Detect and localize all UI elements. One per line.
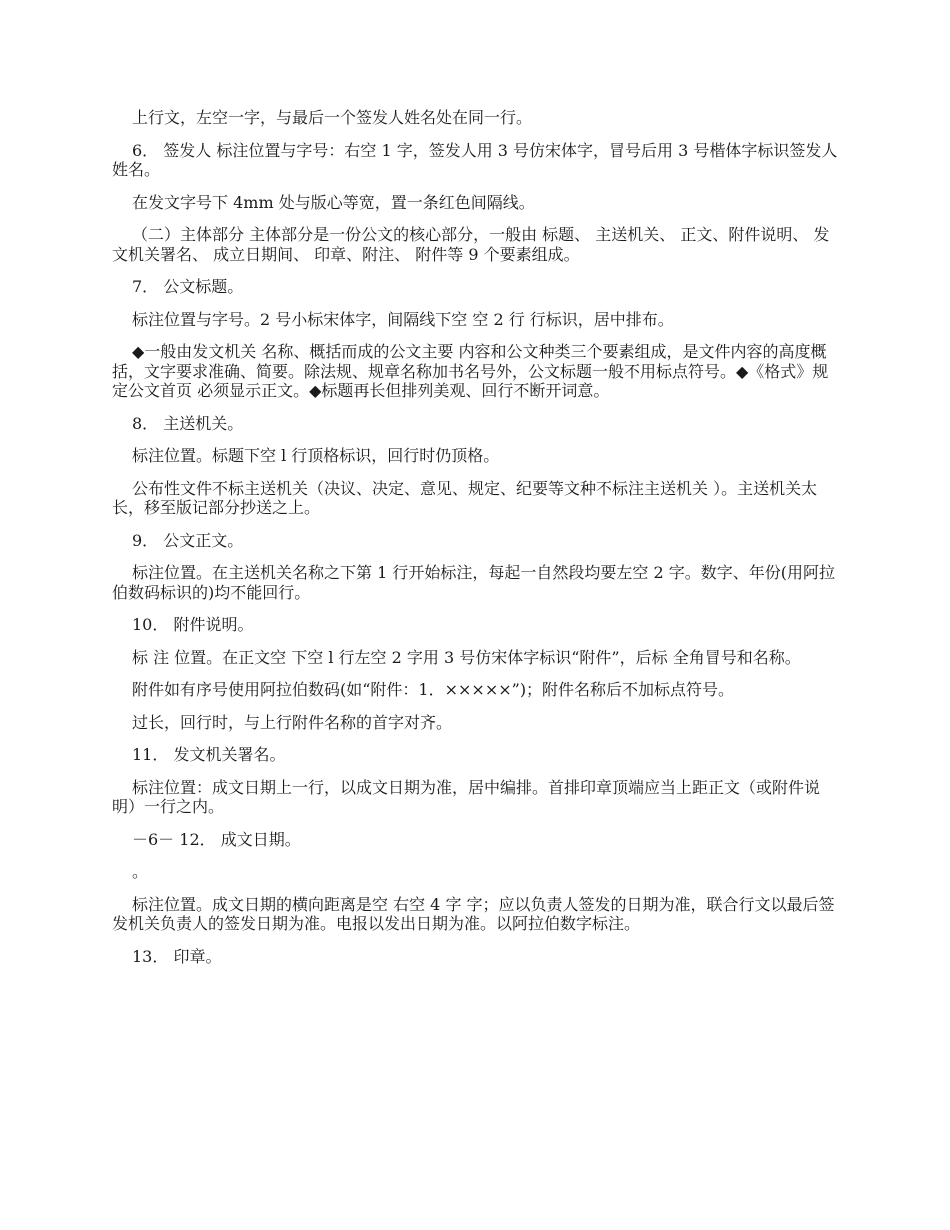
paragraph-11: 9． 公文正文。 — [132, 530, 244, 550]
paragraph-14: 标 注 位置。在正文空 下空 l 行左空 2 字用 3 号仿宋体字标识“附件”，后标 全角冒号和名称。 — [132, 647, 801, 667]
document-page — [112, 108, 842, 979]
paragraph-21: 标注位置。成文日期的横向距离是空 右空 4 字 字；应以负责人签发的日期为准，联合行文以最后签发机关负责人的签发日期为准。电报以发出日期为准。以阿拉伯数字标注。 — [112, 894, 835, 933]
paragraph-18: 标注位置：成文日期上一行，以成文日期为准，居中编排。首排印章顶端应当上距正文（或附件说明）一行之内。 — [112, 777, 821, 816]
paragraph-16: 过长，回行时，与上行附件名称的首字对齐。 — [132, 712, 453, 732]
paragraph-8: 8． 主送机关。 — [132, 413, 244, 433]
paragraph-2: 6． 签发人 标注位置与字号：右空 1 字，签发人用 3 号仿宋体字，冒号后用 3 号楷体字标识签发人姓名。 — [112, 140, 838, 179]
paragraph-19: －6－ 12． 成文日期。 — [132, 829, 301, 849]
paragraph-13: 10． 附件说明。 — [132, 615, 254, 634]
paragraph-4: （二）主体部分 主体部分是一份公文的核心部分，一般由 标题、 主送机关、 正文、附件说明、 发文机关署名、 成立日期间、 印章、附注、 附件等 9 个要素组成。 — [112, 225, 830, 264]
paragraph-6: 标注位置与字号。2 号小标宋体字，间隔线下空 空 2 行 行标识，居中排布。 — [132, 309, 674, 329]
paragraph-10: 公布性文件不标主送机关（决议、决定、意见、规定、纪要等文种不标注主送机关 ）。主送机关太长，移至版记部分抄送之上。 — [112, 478, 818, 517]
paragraph-5: 7． 公文标题。 — [132, 277, 244, 296]
paragraph-12: 标注位置。在主送机关名称之下第 1 行开始标注，每起一自然段均要左空 2 字。数字、年份(用阿拉伯数码标识的)均不能回行。 — [112, 563, 835, 602]
paragraph-20: 。 — [132, 862, 149, 881]
paragraph-15: 附件如有序号使用阿拉伯数码(如“附件：1．×××××”)；附件名称后不加标点符号。 — [132, 680, 735, 699]
paragraph-1: 上行文，左空一字，与最后一个签发人姓名处在同一行。 — [132, 108, 533, 127]
paragraph-3: 在发文字号下 4mm 处与版心等宽，置一条红色间隔线。 — [132, 192, 535, 212]
paragraph-7: ◆一般由发文机关 名称、概括而成的公文主要 内容和公文种类三个要素组成，是文件内容的高度概括，文字要求准确、简要。除法规、规章名称加书名号外，公文标题一般不用标点符号。◆《格式》规定公文首页 必须显示正文。◆标题再长但排列美观、回行不断开词意。 — [112, 342, 829, 400]
paragraph-9: 标注位置。标题下空 l 行顶格标识，回行时仍顶格。 — [132, 446, 500, 465]
paragraph-22: 13． 印章。 — [132, 946, 222, 966]
paragraph-17: 11． 发文机关署名。 — [132, 745, 286, 764]
